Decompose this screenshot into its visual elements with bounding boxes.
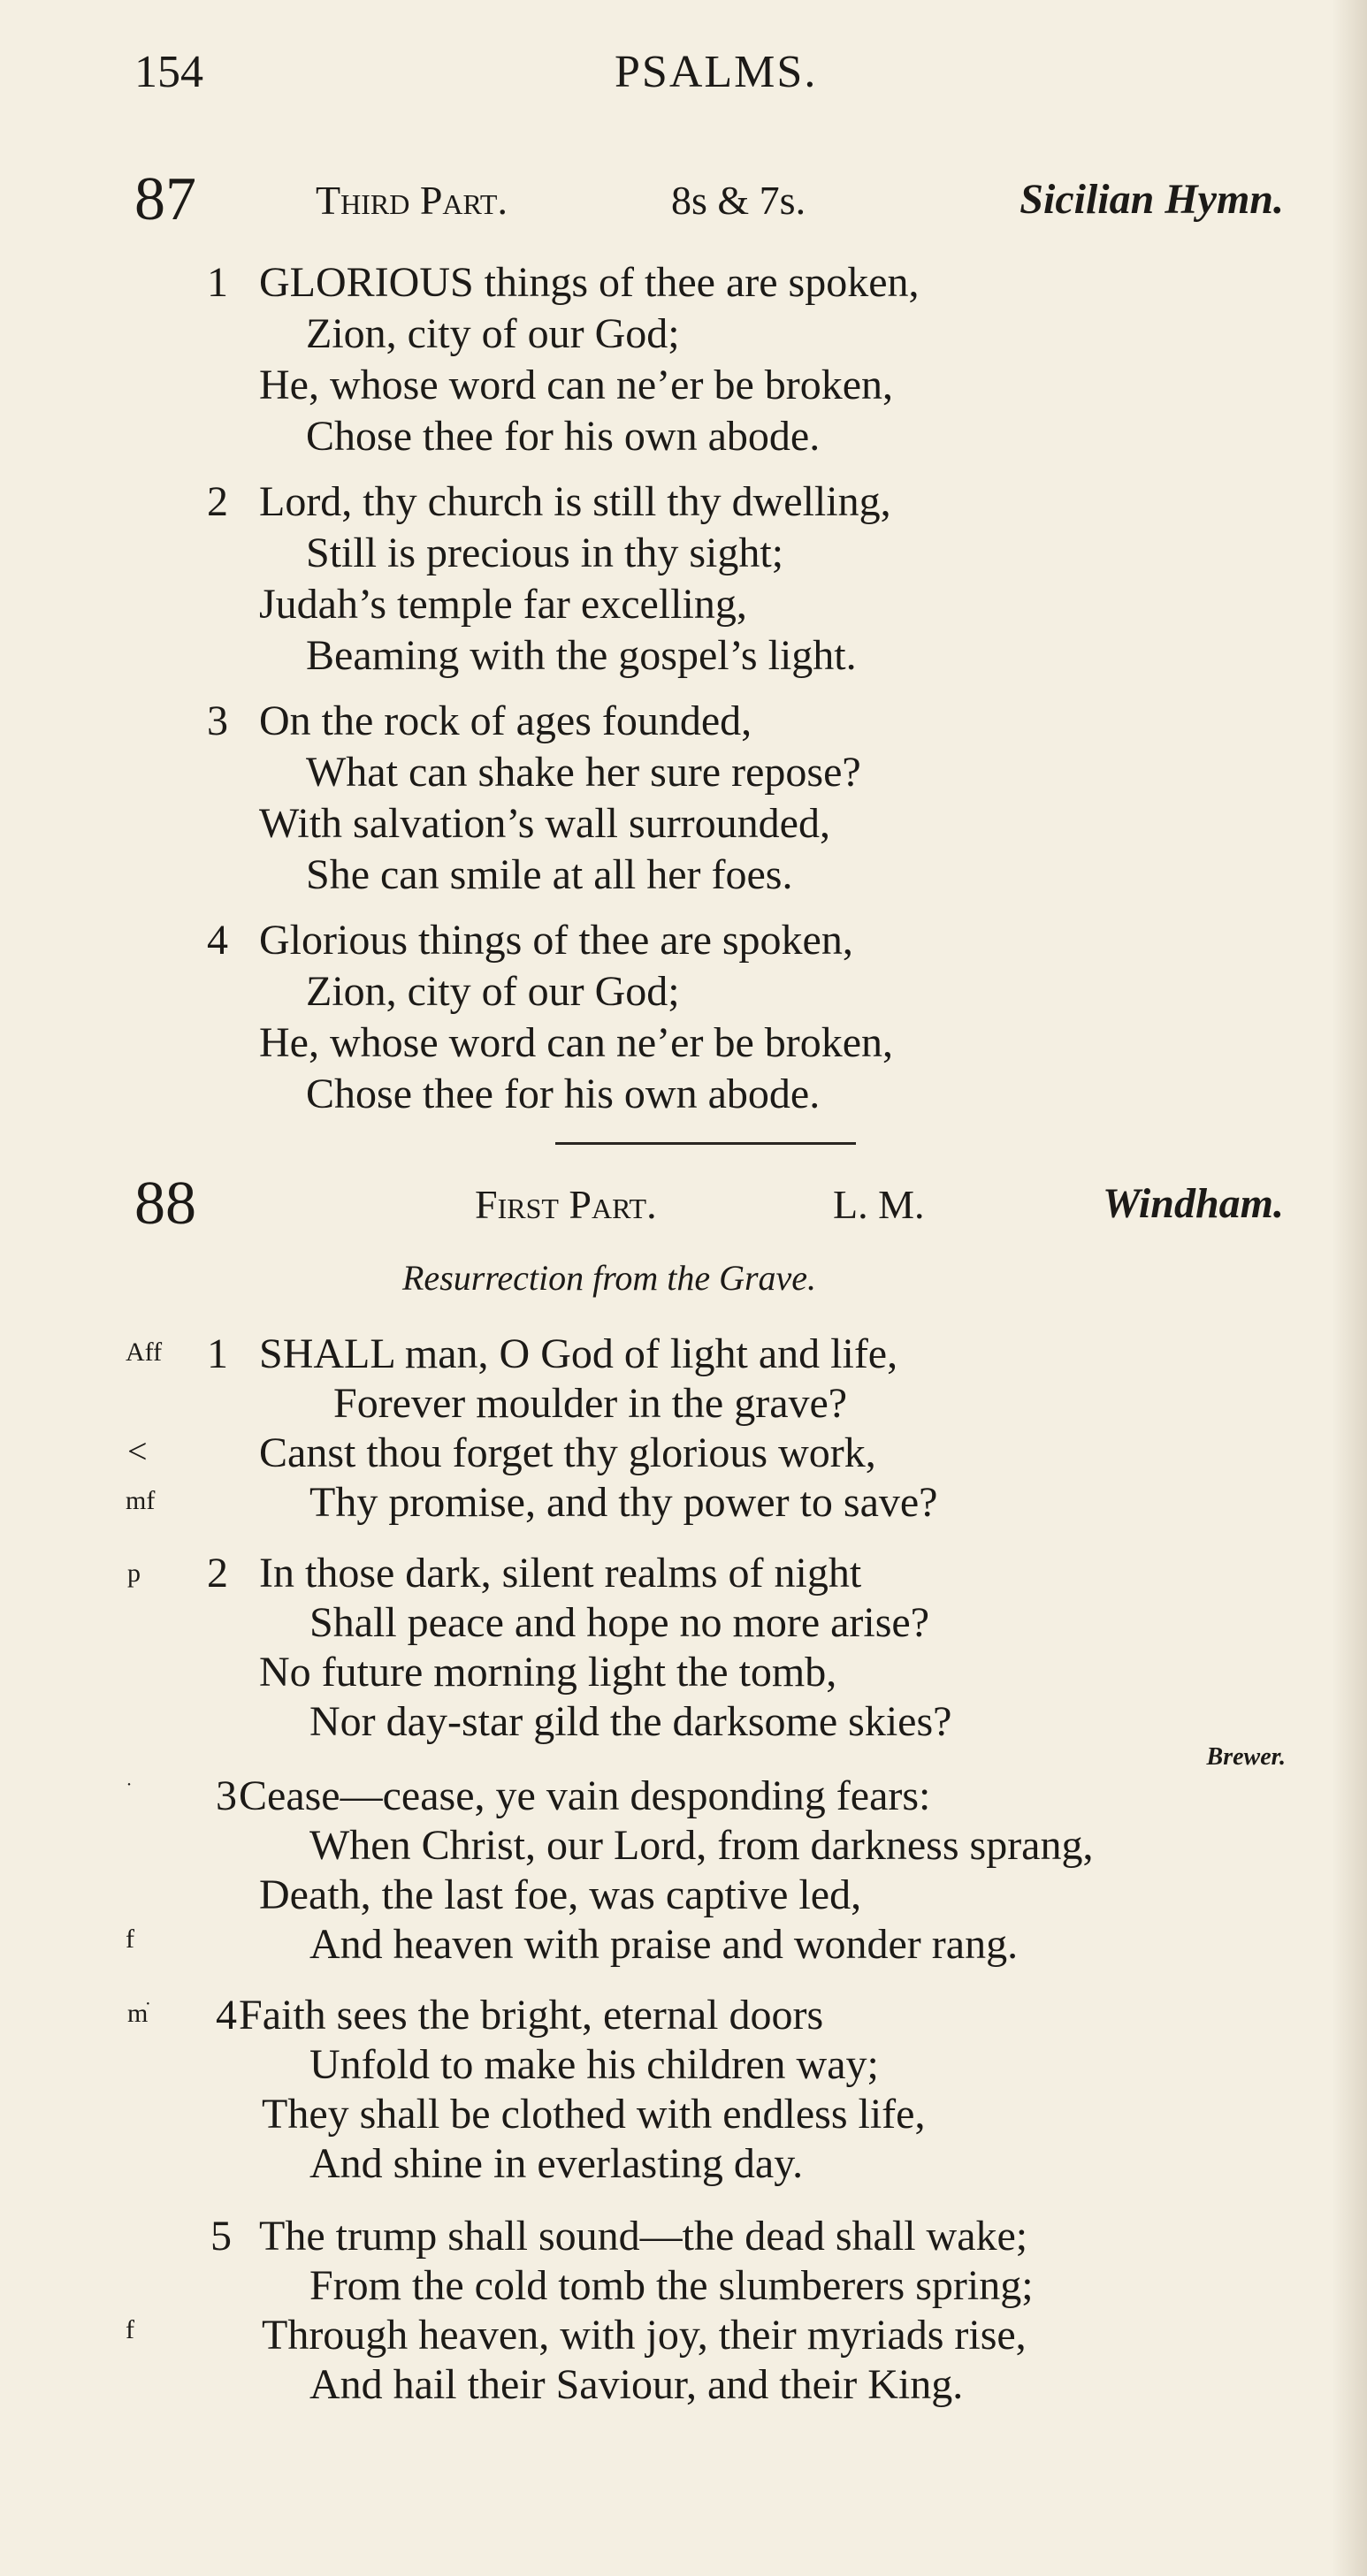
dynamic-mark: p	[127, 1559, 141, 1588]
stanza-number: 5	[210, 2213, 232, 2260]
hymn-attribution: Brewer.	[1206, 1743, 1286, 1771]
verse-line: Chose thee for his own abode.	[306, 1071, 821, 1117]
hymn-87-header	[134, 164, 1284, 235]
verse-line: From the cold tomb the slumberers spring;	[309, 2262, 1034, 2309]
verse-line: He, whose word can ne’er be broken,	[259, 1019, 894, 1066]
verse-line: What can shake her sure repose?	[306, 749, 861, 796]
stanza-number: 4	[207, 917, 228, 964]
hymn-subtitle: Resurrection from the Grave.	[402, 1258, 817, 1298]
dynamic-mark: mf	[126, 1486, 156, 1515]
verse-line: Chose thee for his own abode.	[306, 413, 821, 460]
verse-line: Faith sees the bright, eternal doors	[239, 1992, 824, 2039]
verse-line: Cease—cease, ye vain desponding fears:	[239, 1772, 931, 1819]
hymn-number: 87	[134, 165, 196, 233]
running-title: PSALMS.	[615, 47, 818, 97]
verse-line: GLORIOUS things of thee are spoken,	[259, 259, 920, 306]
hymn-number: 88	[134, 1170, 196, 1238]
verse-line: Judah’s temple far excelling,	[259, 581, 747, 628]
verse-line: Zion, city of our God;	[306, 968, 680, 1015]
verse-line: Death, the last foe, was captive led,	[259, 1871, 862, 1918]
verse-line: No future morning light the tomb,	[259, 1649, 837, 1696]
verse-line: And hail their Saviour, and their King.	[309, 2361, 964, 2408]
stanza-number: 1	[207, 1330, 228, 1377]
verse-line: And shine in everlasting day.	[309, 2140, 804, 2187]
verse-line: Unfold to make his children way;	[309, 2041, 879, 2088]
running-head	[134, 46, 1293, 108]
stanza-number: 2	[207, 478, 228, 525]
stanza-number: 4	[216, 1992, 237, 2039]
verse-line: In those dark, silent realms of night	[259, 1550, 862, 1597]
dynamic-mark: f	[126, 2315, 134, 2344]
accent-mark: ׁ ׁ	[129, 1780, 136, 1809]
dynamic-mark: f	[126, 1924, 134, 1954]
stanza-number: 3	[216, 1772, 237, 1819]
verse-line: Thy promise, and thy power to save?	[309, 1479, 938, 1526]
verse-line: Still is precious in thy sight;	[306, 530, 784, 576]
verse-line: Forever moulder in the grave?	[333, 1380, 848, 1427]
verse-line: And heaven with praise and wonder rang.	[309, 1921, 1019, 1968]
verse-line: The trump shall sound—the dead shall wake;	[259, 2213, 1028, 2260]
verse-line: Glorious things of thee are spoken,	[259, 917, 853, 964]
verse-line: He, whose word can ne’er be broken,	[259, 362, 894, 408]
stanza-number: 1	[207, 259, 228, 306]
verse-line: She can smile at all her foes.	[306, 851, 793, 898]
verse-line: Canst thou forget thy glorious work,	[259, 1429, 876, 1476]
hymn-88-header	[134, 1169, 1284, 1239]
hymn-meter: 8s & 7s.	[671, 178, 806, 223]
verse-line: Through heaven, with joy, their myriads rise,	[262, 2312, 1027, 2359]
hymn-tune: Windham.	[1103, 1180, 1284, 1227]
stanza-number: 2	[207, 1550, 228, 1597]
verse-line: Lord, thy church is still thy dwelling,	[259, 478, 891, 525]
verse-line: They shall be clothed with endless life,	[262, 2091, 926, 2138]
dynamic-mark: <	[127, 1431, 148, 1471]
stanza-number: 3	[207, 697, 228, 744]
verse-line: With salvation’s wall surrounded,	[259, 800, 830, 847]
dynamic-mark: Aff	[126, 1338, 163, 1367]
hymn-part: Third Part.	[316, 178, 508, 223]
hymn-part: First Part.	[475, 1182, 657, 1227]
verse-line: Beaming with the gospel’s light.	[306, 632, 857, 679]
dynamic-mark: mׁ ׁ	[127, 1999, 155, 2028]
page-number: 154	[134, 47, 203, 97]
verse-line: On the rock of ages founded,	[259, 697, 752, 744]
verse-line: Nor day-star gild the darksome skies?	[309, 1698, 952, 1745]
page-edge-shadow	[1332, 0, 1367, 2576]
hymn-meter: L. M.	[833, 1182, 925, 1227]
verse-line: Shall peace and hope no more arise?	[309, 1599, 930, 1646]
verse-line: SHALL man, O God of light and life,	[259, 1330, 898, 1377]
verse-line: Zion, city of our God;	[306, 310, 680, 357]
hymn-divider	[555, 1142, 856, 1145]
verse-line: When Christ, our Lord, from darkness sprang,	[309, 1822, 1094, 1869]
hymn-tune: Sicilian Hymn.	[1020, 176, 1284, 223]
